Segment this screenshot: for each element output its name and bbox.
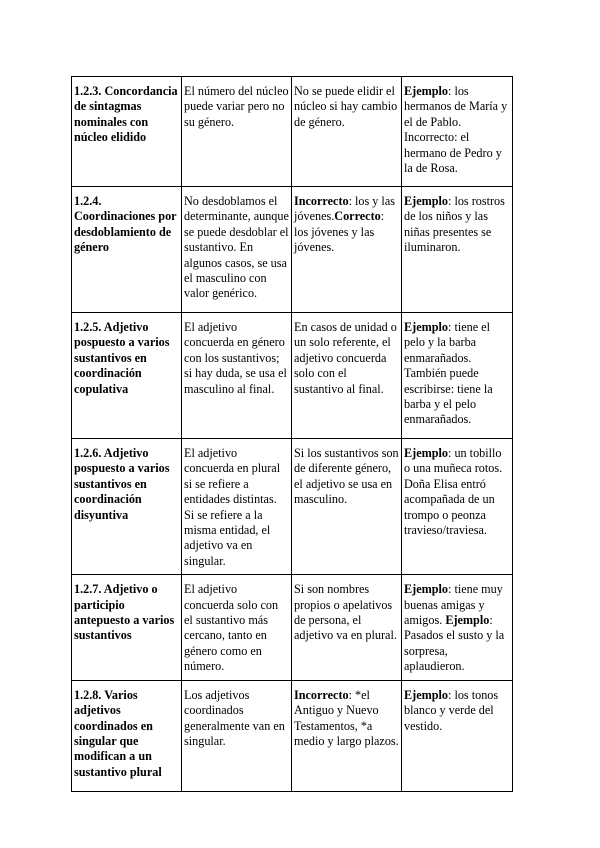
section-heading: 1.2.7. Adjetivo o participio antepuesto a varios sustantivos — [72, 575, 182, 680]
bold-label: Correcto — [334, 209, 381, 224]
example-cell — [402, 680, 513, 791]
note-cell — [292, 187, 402, 313]
section-heading: 1.2.6. Adjetivo pospuesto a varios sustantivos en coordinación disyuntiva — [72, 439, 182, 575]
bold-label: Ejemplo — [404, 582, 449, 597]
section-heading: 1.2.3. Concordancia de sintagmas nominales con núcleo elidido — [72, 77, 182, 187]
cell-text: : los y las jóvenes. — [294, 194, 395, 224]
note-cell — [292, 313, 402, 439]
bold-label: Incorrecto — [294, 194, 349, 208]
table-row — [72, 575, 513, 680]
cell-text: : un tobillo o una muñeca rotos. Doña Elisa entró acompañada de un trompo o peonza travieso/traviesa. — [404, 446, 503, 538]
cell-text: : *el Antiguo y Nuevo Testamentos, *a medio y largo plazos. — [294, 687, 399, 748]
table-row — [72, 313, 513, 439]
grammar-table-body — [72, 77, 513, 792]
table-row — [72, 680, 513, 791]
note-cell — [292, 77, 402, 187]
bold-label: Ejemplo — [404, 84, 449, 98]
section-heading: 1.2.5. Adjetivo pospuesto a varios sustantivos en coordinación copulativa — [72, 313, 182, 439]
table-row — [72, 439, 513, 575]
cell-text: : Pasados el susto y la sorpresa, aplaudieron. — [404, 613, 505, 674]
cell-text: Si los sustantivos son de diferente género, el adjetivo se usa en masculino. — [294, 446, 399, 507]
rule-cell: El adjetivo concuerda solo con el sustantivo más cercano, tanto en género como en número. — [182, 575, 292, 680]
bold-label: Ejemplo — [404, 446, 449, 460]
note-cell — [292, 680, 402, 791]
grammar-table — [71, 76, 513, 792]
note-cell — [292, 439, 402, 575]
cell-text: : tiene el pelo y la barba enmarañados. También puede escribirse: tiene la barba y el pelo enmarañados. — [404, 320, 493, 427]
rule-cell: El adjetivo concuerda en plural si se refiere a entidades distintas. Si se refiere a la misma entidad, el adjetivo va en singular. — [182, 439, 292, 575]
cell-text: : los tonos blanco y verde del vestido. — [404, 687, 499, 733]
table-row — [72, 187, 513, 313]
cell-text: No se puede elidir el núcleo si hay cambio de género. — [294, 84, 398, 129]
example-cell — [402, 439, 513, 575]
example-cell — [402, 575, 513, 680]
section-heading: 1.2.8. Varios adjetivos coordinados en singular que modifican a un sustantivo plural — [72, 680, 182, 791]
cell-text: : tiene muy buenas amigas y amigos. — [404, 582, 503, 628]
cell-text: Si son nombres propios o apelativos de persona, el adjetivo va en plural. — [294, 582, 397, 643]
rule-cell: No desdoblamos el determinante, aunque se puede desdoblar el sustantivo. En algunos casos, se usa el masculino con valor genérico. — [182, 187, 292, 313]
cell-text: : los jóvenes y las jóvenes. — [294, 209, 385, 255]
rule-cell: El número del núcleo puede variar pero no su género. — [182, 77, 292, 187]
bold-label: Incorrecto — [294, 687, 349, 702]
section-heading: 1.2.4. Coordinaciones por desdoblamiento de género — [72, 187, 182, 313]
example-cell — [402, 313, 513, 439]
cell-text: En casos de unidad o un solo referente, el adjetivo concuerda solo con el sustantivo al final. — [294, 320, 397, 396]
cell-text: : los rostros de los niños y las niñas presentes se iluminaron. — [404, 194, 505, 255]
bold-label: Ejemplo — [445, 613, 490, 628]
bold-label: Ejemplo — [404, 194, 449, 208]
rule-cell: Los adjetivos coordinados generalmente van en singular. — [182, 680, 292, 791]
table-row — [72, 77, 513, 187]
bold-label: Ejemplo — [404, 320, 449, 334]
cell-text: : los hermanos de María y el de Pablo. Incorrecto: el hermano de Pedro y la de Rosa. — [404, 84, 508, 176]
rule-cell: El adjetivo concuerda en género con los sustantivos; si hay duda, se usa el masculino al final. — [182, 313, 292, 439]
note-cell — [292, 575, 402, 680]
example-cell — [402, 187, 513, 313]
example-cell — [402, 77, 513, 187]
bold-label: Ejemplo — [404, 687, 449, 702]
